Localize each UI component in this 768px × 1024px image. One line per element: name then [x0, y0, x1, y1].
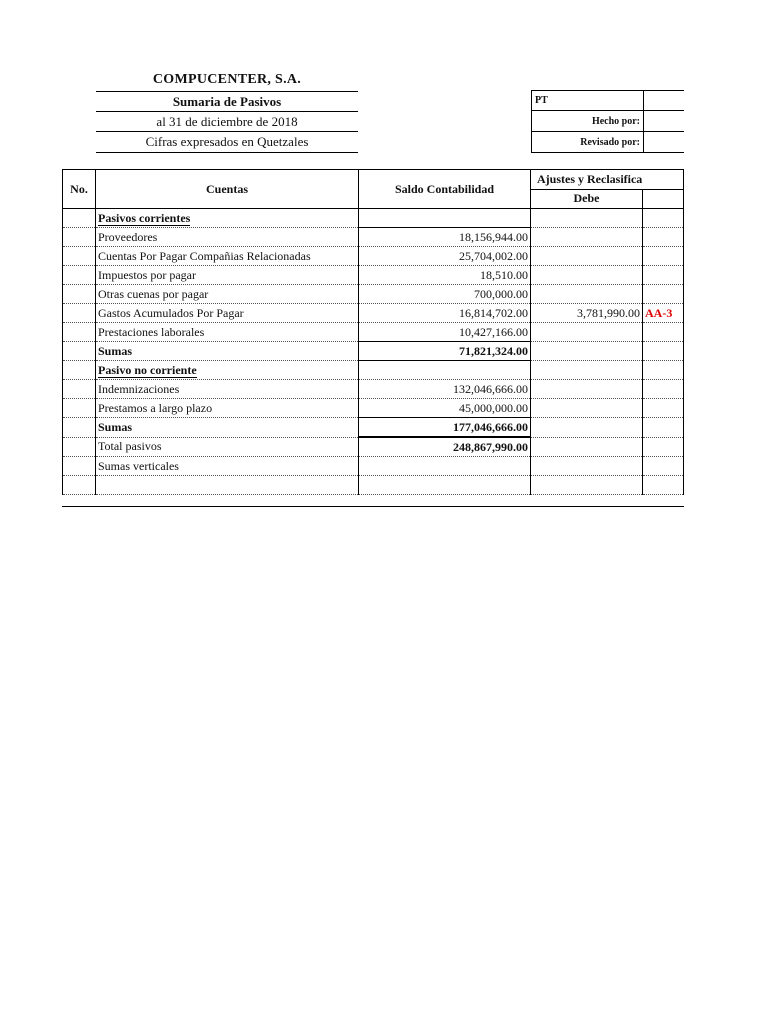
table-row	[63, 418, 684, 438]
row-no-cell[interactable]	[63, 266, 96, 285]
row-no-cell[interactable]	[63, 418, 96, 438]
row-account-cell[interactable]	[96, 380, 359, 399]
revisado-por-label: Revisado por:	[580, 137, 640, 148]
row-account-cell[interactable]	[96, 304, 359, 323]
row-debe-cell-text: 3,781,990.00	[577, 305, 640, 320]
row-no-cell[interactable]	[63, 209, 96, 228]
table-row	[63, 266, 684, 285]
report-date: al 31 de diciembre de 2018	[96, 111, 358, 132]
col-header-cuentas: Cuentas	[96, 170, 359, 209]
row-saldo-cell-text: 16,814,702.00	[459, 305, 528, 320]
table-row	[63, 399, 684, 418]
row-saldo-cell[interactable]	[359, 342, 531, 361]
row-saldo-cell[interactable]	[359, 304, 531, 323]
table-row	[63, 457, 684, 476]
table-row	[63, 304, 684, 323]
table-row	[63, 342, 684, 361]
col-header-blank	[643, 189, 684, 209]
row-no-cell[interactable]	[63, 342, 96, 361]
row-account-cell-text: Sumas	[98, 343, 133, 358]
row-account-cell[interactable]	[96, 476, 359, 495]
row-account-cell[interactable]	[96, 418, 359, 438]
row-account-cell-text: Pasivo no corriente	[98, 362, 197, 377]
pt-label: PT	[535, 95, 548, 106]
row-ref-cell[interactable]	[643, 457, 684, 476]
row-debe-cell[interactable]	[531, 266, 643, 285]
row-debe-cell[interactable]	[531, 399, 643, 418]
row-saldo-cell[interactable]	[359, 209, 531, 228]
row-debe-cell[interactable]	[531, 418, 643, 438]
row-debe-cell[interactable]	[531, 437, 643, 457]
table-bottom-border	[62, 506, 684, 507]
row-debe-cell[interactable]	[531, 304, 643, 323]
row-no-cell[interactable]	[63, 285, 96, 304]
row-account-cell-text: Total pasivos	[98, 439, 162, 454]
table-row	[63, 437, 684, 457]
row-saldo-cell[interactable]	[359, 266, 531, 285]
row-ref-cell-text: AA-3	[645, 305, 673, 320]
row-ref-cell[interactable]	[643, 266, 684, 285]
row-debe-cell[interactable]	[531, 380, 643, 399]
row-ref-cell[interactable]	[643, 209, 684, 228]
report-title: Sumaria de Pasivos	[96, 91, 358, 112]
row-ref-cell[interactable]	[643, 380, 684, 399]
row-account-cell[interactable]	[96, 266, 359, 285]
row-ref-cell[interactable]	[643, 247, 684, 266]
row-saldo-cell-text: 18,156,944.00	[459, 229, 528, 244]
row-no-cell[interactable]	[63, 323, 96, 342]
row-ref-cell[interactable]	[643, 418, 684, 438]
row-account-cell-text: Proveedores	[98, 229, 158, 244]
row-no-cell[interactable]	[63, 247, 96, 266]
row-saldo-cell[interactable]	[359, 323, 531, 342]
row-account-cell-text: Pasivos corrientes	[98, 210, 191, 225]
row-no-cell[interactable]	[63, 304, 96, 323]
row-saldo-cell-text: 132,046,666.00	[453, 381, 528, 396]
row-ref-cell[interactable]	[643, 304, 684, 323]
row-no-cell[interactable]	[63, 380, 96, 399]
hecho-por-label: Hecho por:	[591, 116, 640, 127]
table-row	[63, 285, 684, 304]
row-account-cell[interactable]	[96, 247, 359, 266]
table-row	[63, 380, 684, 399]
row-saldo-cell[interactable]	[359, 361, 531, 380]
row-account-cell-text: Indemnizaciones	[98, 381, 180, 396]
row-account-cell[interactable]	[96, 342, 359, 361]
row-saldo-cell[interactable]	[359, 285, 531, 304]
row-account-cell-text: Prestaciones laborales	[98, 324, 205, 339]
row-saldo-cell[interactable]	[359, 399, 531, 418]
col-header-no: No.	[63, 170, 96, 209]
row-ref-cell[interactable]	[643, 285, 684, 304]
company-name: COMPUCENTER, S.A.	[152, 72, 302, 87]
row-account-cell-text: Impuestos por pagar	[98, 267, 196, 282]
row-saldo-cell-text: 10,427,166.00	[459, 324, 528, 339]
col-header-debe: Debe	[531, 189, 643, 209]
row-saldo-cell[interactable]	[359, 247, 531, 266]
row-no-cell[interactable]	[63, 399, 96, 418]
row-account-cell[interactable]	[96, 457, 359, 476]
row-saldo-cell[interactable]	[359, 476, 531, 495]
row-no-cell[interactable]	[63, 457, 96, 476]
row-saldo-cell-text: 45,000,000.00	[459, 400, 528, 415]
row-saldo-cell[interactable]	[359, 457, 531, 476]
row-account-cell[interactable]	[96, 323, 359, 342]
hecho-por-cell[interactable]	[644, 111, 684, 130]
row-saldo-cell[interactable]	[359, 437, 531, 457]
row-account-cell[interactable]	[96, 209, 359, 228]
row-debe-cell[interactable]	[531, 457, 643, 476]
col-header-ajustes: Ajustes y Reclasifica	[531, 170, 684, 190]
row-ref-cell[interactable]	[643, 342, 684, 361]
row-debe-cell[interactable]	[531, 476, 643, 495]
row-account-cell[interactable]	[96, 228, 359, 247]
row-saldo-cell-text: 248,867,990.00	[453, 439, 528, 454]
row-no-cell[interactable]	[63, 228, 96, 247]
row-account-cell[interactable]	[96, 361, 359, 380]
row-account-cell-text: Otras cuenas por pagar	[98, 286, 209, 301]
row-ref-cell[interactable]	[643, 323, 684, 342]
row-account-cell-text: Sumas verticales	[98, 458, 179, 473]
row-no-cell[interactable]	[63, 361, 96, 380]
row-saldo-cell-text: 71,821,324.00	[459, 343, 528, 358]
row-account-cell[interactable]	[96, 399, 359, 418]
row-debe-cell[interactable]	[531, 323, 643, 342]
table-row	[63, 228, 684, 247]
table-row	[63, 361, 684, 380]
row-account-cell-text: Cuentas Por Pagar Compañias Relacionadas	[98, 248, 311, 263]
table-row	[63, 247, 684, 266]
table-header-row	[63, 170, 684, 190]
row-debe-cell[interactable]	[531, 209, 643, 228]
col-header-saldo: Saldo Contabilidad	[359, 170, 531, 209]
row-saldo-cell-text: 700,000.00	[474, 286, 528, 301]
row-saldo-cell[interactable]	[359, 380, 531, 399]
row-debe-cell[interactable]	[531, 228, 643, 247]
row-ref-cell[interactable]	[643, 228, 684, 247]
row-debe-cell[interactable]	[531, 361, 643, 380]
table-row	[63, 476, 684, 495]
table-row	[63, 323, 684, 342]
row-saldo-cell[interactable]	[359, 228, 531, 247]
row-account-cell[interactable]	[96, 437, 359, 457]
row-debe-cell[interactable]	[531, 285, 643, 304]
row-ref-cell[interactable]	[643, 437, 684, 457]
row-saldo-cell-text: 177,046,666.00	[453, 419, 528, 434]
row-account-cell-text: Gastos Acumulados Por Pagar	[98, 305, 244, 320]
liabilities-table	[62, 169, 684, 495]
currency-note: Cifras expresados en Quetzales	[96, 131, 358, 153]
table-row	[63, 209, 684, 228]
row-saldo-cell-text: 18,510.00	[480, 267, 528, 282]
row-no-cell[interactable]	[63, 437, 96, 457]
row-saldo-cell[interactable]	[359, 418, 531, 438]
row-account-cell[interactable]	[96, 285, 359, 304]
row-debe-cell[interactable]	[531, 247, 643, 266]
row-ref-cell[interactable]	[643, 476, 684, 495]
revisado-por-cell[interactable]	[644, 132, 684, 151]
row-debe-cell[interactable]	[531, 342, 643, 361]
row-ref-cell[interactable]	[643, 361, 684, 380]
row-no-cell[interactable]	[63, 476, 96, 495]
row-account-cell-text: Prestamos a largo plazo	[98, 400, 213, 415]
row-account-cell-text: Sumas	[98, 419, 133, 434]
row-saldo-cell-text: 25,704,002.00	[459, 248, 528, 263]
row-ref-cell[interactable]	[643, 399, 684, 418]
